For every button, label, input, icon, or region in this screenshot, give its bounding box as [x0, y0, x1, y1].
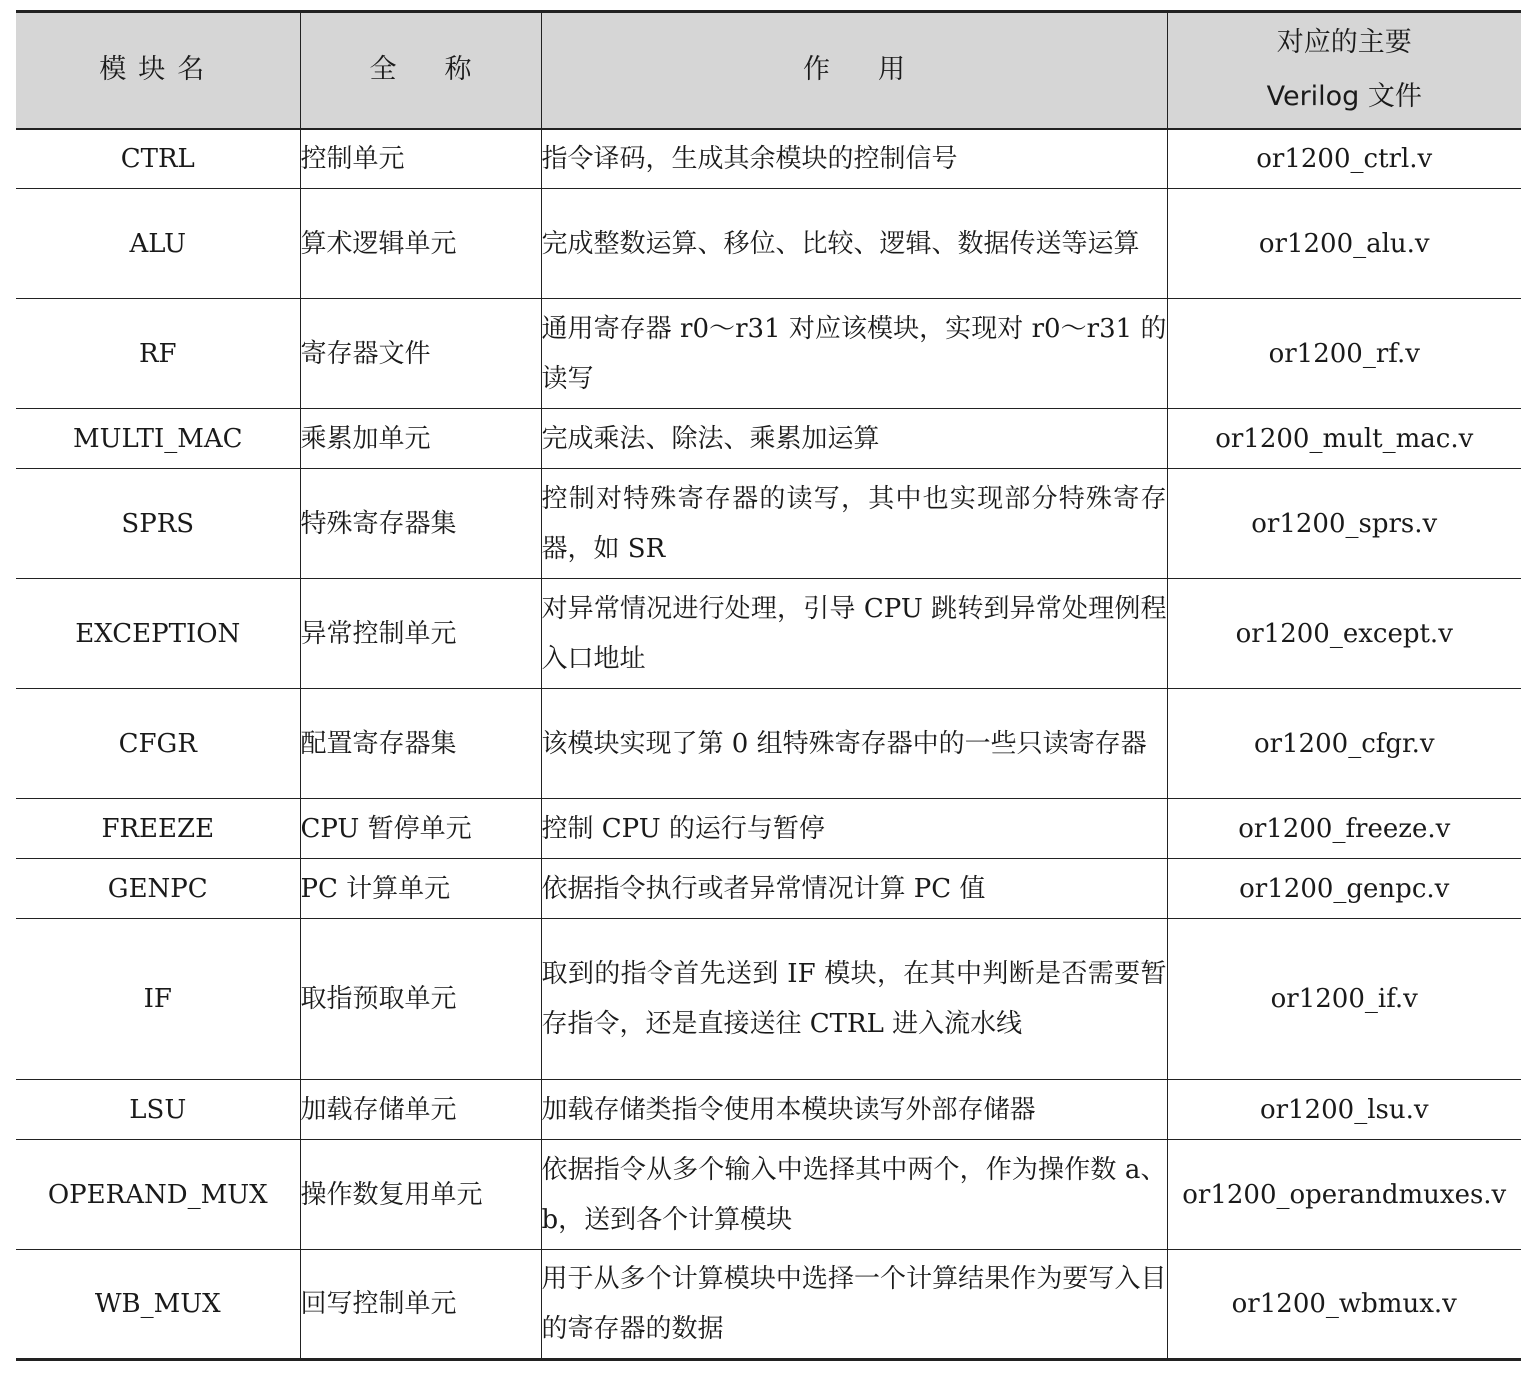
table-row: [16, 579, 1521, 689]
cell-full-name: PC 计算单元: [300, 859, 541, 919]
cell-module: CTRL: [16, 129, 300, 189]
cell-role: 完成乘法、除法、乘累加运算: [541, 409, 1167, 469]
cell-module: CFGR: [16, 689, 300, 799]
cell-full-name: 加载存储单元: [300, 1080, 541, 1140]
cell-module: WB_MUX: [16, 1250, 300, 1360]
cell-role: 控制 CPU 的运行与暂停: [541, 799, 1167, 859]
header-role-label: 作用: [803, 54, 953, 86]
cell-module: MULTI_MAC: [16, 409, 300, 469]
cell-module: LSU: [16, 1080, 300, 1140]
table-row: [16, 1250, 1521, 1360]
header-file-line1: 对应的主要: [1276, 27, 1412, 59]
cell-role: 依据指令执行或者异常情况计算 PC 值: [541, 859, 1167, 919]
cell-full-name: 特殊寄存器集: [300, 469, 541, 579]
header-full-name: [300, 12, 541, 129]
cell-file: or1200_lsu.v: [1167, 1080, 1521, 1140]
table-row: [16, 409, 1521, 469]
cell-file: or1200_operandmuxes.v: [1167, 1140, 1521, 1250]
cell-role: 依据指令从多个输入中选择其中两个，作为操作数 a、b，送到各个计算模块: [541, 1140, 1167, 1250]
table-row: [16, 689, 1521, 799]
cell-file: or1200_mult_mac.v: [1167, 409, 1521, 469]
table-row: [16, 129, 1521, 189]
table-row: [16, 189, 1521, 299]
cell-module: IF: [16, 919, 300, 1080]
header-module: [16, 12, 300, 129]
cell-module: FREEZE: [16, 799, 300, 859]
header-file-line2: Verilog 文件: [1266, 81, 1422, 113]
cell-role: 指令译码，生成其余模块的控制信号: [541, 129, 1167, 189]
table-row: [16, 859, 1521, 919]
table-row: [16, 799, 1521, 859]
cell-full-name: 操作数复用单元: [300, 1140, 541, 1250]
cell-role: 加载存储类指令使用本模块读写外部存储器: [541, 1080, 1167, 1140]
cell-full-name: 乘累加单元: [300, 409, 541, 469]
cell-module: OPERAND_MUX: [16, 1140, 300, 1250]
cell-file: or1200_alu.v: [1167, 189, 1521, 299]
cell-full-name: 寄存器文件: [300, 299, 541, 409]
header-module-label: 模块名: [99, 54, 217, 86]
cell-role: 控制对特殊寄存器的读写，其中也实现部分特殊寄存器，如 SR: [541, 469, 1167, 579]
cell-module: ALU: [16, 189, 300, 299]
cell-module: SPRS: [16, 469, 300, 579]
cell-module: EXCEPTION: [16, 579, 300, 689]
header-full-name-label: 全称: [369, 54, 520, 86]
cell-file: or1200_sprs.v: [1167, 469, 1521, 579]
table-body: [16, 129, 1521, 1360]
cell-role: 取到的指令首先送到 IF 模块，在其中判断是否需要暂存指令，还是直接送往 CTRL 进入流水线: [541, 919, 1167, 1080]
cell-file: or1200_freeze.v: [1167, 799, 1521, 859]
cell-file: or1200_except.v: [1167, 579, 1521, 689]
cell-full-name: 算术逻辑单元: [300, 189, 541, 299]
table-row: [16, 299, 1521, 409]
cell-module: RF: [16, 299, 300, 409]
cell-file: or1200_wbmux.v: [1167, 1250, 1521, 1360]
cell-role: 该模块实现了第 0 组特殊寄存器中的一些只读寄存器: [541, 689, 1167, 799]
header-row: [16, 12, 1521, 129]
cell-full-name: CPU 暂停单元: [300, 799, 541, 859]
cell-file: or1200_cfgr.v: [1167, 689, 1521, 799]
header-role: [541, 12, 1167, 129]
table-header: [16, 12, 1521, 129]
cell-role: 通用寄存器 r0～r31 对应该模块，实现对 r0～r31 的读写: [541, 299, 1167, 409]
table-row: [16, 469, 1521, 579]
module-table: [16, 10, 1521, 1361]
cell-role: 完成整数运算、移位、比较、逻辑、数据传送等运算: [541, 189, 1167, 299]
cell-full-name: 取指预取单元: [300, 919, 541, 1080]
cell-role: 用于从多个计算模块中选择一个计算结果作为要写入目的寄存器的数据: [541, 1250, 1167, 1360]
cell-full-name: 控制单元: [300, 129, 541, 189]
cell-file: or1200_ctrl.v: [1167, 129, 1521, 189]
cell-full-name: 回写控制单元: [300, 1250, 541, 1360]
table-row: [16, 919, 1521, 1080]
cell-file: or1200_genpc.v: [1167, 859, 1521, 919]
cell-module: GENPC: [16, 859, 300, 919]
cell-full-name: 配置寄存器集: [300, 689, 541, 799]
table-row: [16, 1140, 1521, 1250]
header-file: [1167, 12, 1521, 129]
table-row: [16, 1080, 1521, 1140]
cell-file: or1200_rf.v: [1167, 299, 1521, 409]
cell-full-name: 异常控制单元: [300, 579, 541, 689]
cell-role: 对异常情况进行处理，引导 CPU 跳转到异常处理例程入口地址: [541, 579, 1167, 689]
cell-file: or1200_if.v: [1167, 919, 1521, 1080]
